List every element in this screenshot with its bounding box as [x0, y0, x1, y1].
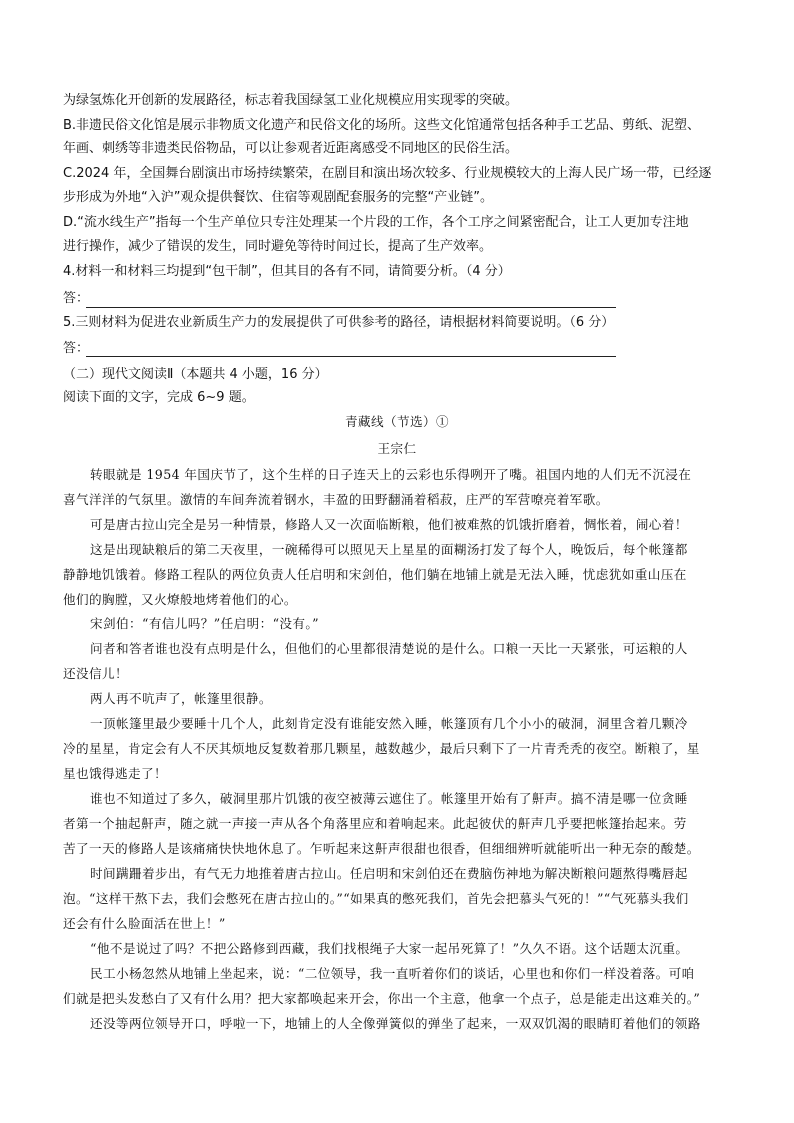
article-line: 泡。“这样干熬下去，我们会憋死在唐古拉山的。”“如果真的憋死我们，首先会把慕头气死的！”“气死慕头我们 — [63, 891, 689, 906]
section-instruction: 阅读下面的文字，完成 6~9 题。 — [63, 390, 255, 405]
question-5-answer-line[interactable] — [86, 356, 616, 357]
article-line: 还没信儿！ — [63, 666, 128, 681]
question-4: 4.材料一和材料三均提到“包干制”，但其目的各有不同，请简要分析。（4 分） — [63, 264, 511, 279]
option-b-line-1: B.非遗民俗文化馆是展示非物质文化遗产和民俗文化的场所。这些文化馆通常包括各种手工艺品、剪纸、泥塑、 — [63, 118, 701, 133]
article-line: 喜气洋洋的气氛里。激情的车间奔流着钢水，丰盈的田野翻涌着稻菽，庄严的军营嘹亮着军歌。 — [63, 492, 609, 507]
article-line: 可是唐古拉山完全是另一种情景，修路人又一次面临断粮，他们被难熬的饥饿折磨着，惆怅着，闹心着！ — [90, 517, 688, 532]
option-a-tail: 为绿氢炼化开创新的发展路径，标志着我国绿氢工业化规模应用实现零的突破。 — [63, 93, 519, 108]
question-5-answer-label: 答： — [63, 341, 90, 356]
article-line: 民工小杨忽然从地铺上坐起来，说：“二位领导，我一直听着你们的谈话，心里也和你们一样没着落。可咱 — [90, 966, 695, 981]
article-line: “他不是说过了吗？不把公路修到西藏，我们找根绳子大家一起吊死算了！”久久不语。这个话题太沉重。 — [90, 941, 689, 956]
article-line: 还没等两位领导开口，呼啦一下，地铺上的人全像弹簧似的弹坐了起来，一双双饥渴的眼睛盯着他们的领路 — [90, 1016, 701, 1031]
section-heading: （二）现代文阅读Ⅱ（本题共 4 小题，16 分） — [63, 367, 328, 382]
article-author: 王宗仁 — [377, 441, 417, 456]
question-4-answer-label: 答： — [63, 291, 90, 306]
article-line: 转眼就是 1954 年国庆节了，这个生样的日子连天上的云彩也乐得咧开了嘴。祖国内地的人们无不沉浸在 — [90, 467, 692, 482]
question-4-answer-line[interactable] — [86, 307, 616, 308]
article-line: 一顶帐篷里最少要睡十几个人，此刻肯定没有谁能安然入睡，帐篷顶有几个小小的破洞，洞里含着几颗冷 — [90, 716, 688, 731]
article-line: 宋剑伯：“有信儿吗？”任启明：“没有。” — [90, 616, 319, 631]
option-d-line-2: 进行操作，减少了错误的发生，同时避免等待时间过长，提高了生产效率。 — [63, 239, 493, 254]
article-title: 青藏线（节选）① — [345, 414, 449, 429]
article-line: 星也饿得逃走了！ — [63, 766, 167, 781]
option-b-line-2: 年画、刺绣等非遗类民俗物品，可以让参观者近距离感受不同地区的民俗生活。 — [63, 141, 519, 156]
question-5: 5.三则材料为促进农业新质生产力的发展提供了可供参考的路径，请根据材料简要说明。（6 分） — [63, 315, 615, 330]
article-line: 静静地饥饿着。修路工程队的两位负责人任启明和宋剑伯，他们躺在地铺上就是无法入睡，忧虑犹如重山压在 — [63, 567, 687, 582]
option-c-line-1: C.2024 年，全国舞台剧演出市场持续繁荣，在剧目和演出场次较多、行业规模较大的上海人民广场一带，已经逐 — [63, 166, 712, 181]
article-line: 者第一个抽起鼾声，随之就一声接一声从各个角落里应和着响起来。此起彼伏的鼾声几乎要把帐篷抬起来。劳 — [63, 816, 687, 831]
article-line: 问者和答者谁也没有点明是什么，但他们的心里都很清楚说的是什么。口粮一天比一天紧张，可运粮的人 — [90, 641, 688, 656]
article-line: 还会有什么脸面活在世上！” — [63, 916, 226, 931]
article-line: 冷的星星，肯定会有人不厌其烦地反复数着那几颗星，越数越少，最后只剩下了一片青秃秃的夜空。断粮了，星 — [63, 741, 700, 756]
article-line: 两人再不吭声了，帐篷里很静。 — [90, 691, 272, 706]
article-line: 这是出现缺粮后的第二天夜里，一碗稀得可以照见天上星星的面糊汤打发了每个人，晚饭后，每个帐篷都 — [90, 542, 688, 557]
article-line: 他们的胸膛，又火燎般地烤着他们的心。 — [63, 592, 297, 607]
article-line: 时间蹒跚着步出，有气无力地推着唐古拉山。任启明和宋剑伯还在费脑伤神地为解决断粮问题熬得嘴唇起 — [90, 866, 688, 881]
option-c-line-2: 步形成为外地“入沪”观众提供餐饮、住宿等观剧配套服务的完整“产业链”。 — [63, 190, 493, 205]
article-line: 谁也不知道过了多久，破洞里那片饥饿的夜空被薄云遮住了。帐篷里开始有了鼾声。搞不清是哪一位贪睡 — [90, 791, 688, 806]
article-line: 苦了一天的修路人是该痛痛快快地休息了。乍听起来这鼾声很甜也很香，但细细辨听就能听出一种无奈的酸楚。 — [63, 841, 700, 856]
option-d-line-1: D.“流水线生产”指每一个生产单位只专注处理某一个片段的工作，各个工序之间紧密配合，让工人更加专注地 — [63, 215, 689, 230]
article-line: 们就是把头发愁白了又有什么用？把大家都唤起来开会，你出一个主意，他拿一个点子，总是能走出这难关的。” — [63, 991, 701, 1006]
